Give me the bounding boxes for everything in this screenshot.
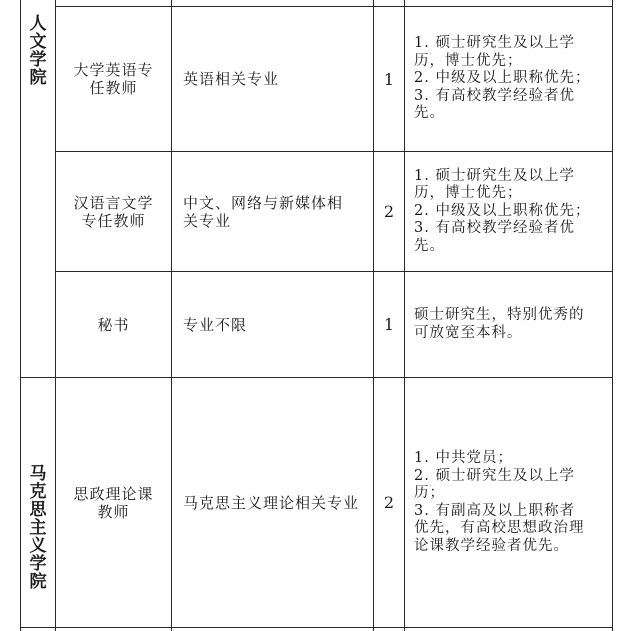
- headcount: 1: [383, 69, 395, 89]
- major-text: [183, 316, 247, 334]
- requirement-line: 优先，有高校思想政治理: [414, 520, 585, 536]
- headcount: 1: [383, 315, 395, 334]
- major-cell: [183, 7, 369, 151]
- requirement-line: 先。: [414, 105, 445, 122]
- position-line: 秘书: [97, 315, 130, 334]
- requirement-line: 2. 中级及以上职称优先；: [414, 202, 591, 219]
- major-cell: [183, 378, 369, 627]
- position-line: 教师: [97, 502, 130, 521]
- major-line: 专业不限: [183, 315, 248, 334]
- table-row: [56, 7, 171, 151]
- table-row: [56, 378, 171, 627]
- college-name: 马克思主义学院: [29, 463, 47, 592]
- requirements-cell: [414, 152, 611, 271]
- requirement-line: 先。: [414, 237, 445, 254]
- grid-vline: [171, 0, 172, 631]
- major-cell: [183, 272, 369, 377]
- requirements-text: [414, 450, 585, 555]
- requirement-line: 可放宽至本科。: [414, 324, 523, 341]
- major-text: [183, 194, 343, 230]
- requirements-text: [414, 168, 590, 256]
- college-name: 人文学院: [29, 14, 47, 88]
- position-name: [73, 485, 153, 521]
- college-cell: [21, 0, 55, 110]
- requirements-text: [414, 307, 585, 342]
- requirement-line: 3. 有高校教学经验者优: [414, 220, 575, 237]
- headcount: 2: [383, 202, 395, 221]
- major-line: 中文、网络与新媒体相: [183, 193, 344, 212]
- requirement-line: 2. 硕士研究生及以上学: [414, 467, 575, 484]
- requirement-line: 历；: [414, 485, 445, 501]
- grid-hline: [20, 627, 613, 628]
- position-line: 思政理论课: [73, 484, 154, 503]
- position-line: 汉语言文学: [73, 193, 154, 212]
- requirement-line: 3. 有副高及以上职称者: [414, 502, 575, 519]
- major-line: 关专业: [183, 211, 232, 230]
- count-cell: [374, 272, 404, 377]
- requirements-cell: [414, 378, 611, 627]
- position-name: [97, 316, 129, 334]
- requirement-line: 硕士研究生，特别优秀的: [414, 307, 585, 323]
- requirement-line: 2. 中级及以上职称优先；: [414, 70, 591, 87]
- college-cell: [21, 378, 55, 627]
- count-cell: [374, 7, 404, 151]
- requirements-cell: [414, 7, 611, 151]
- position-line: 专任教师: [81, 211, 146, 230]
- requirement-line: 1. 硕士研究生及以上学: [414, 35, 575, 52]
- requirement-line: 1. 硕士研究生及以上学: [414, 167, 575, 184]
- headcount: 2: [383, 493, 395, 512]
- requirements-cell: [414, 272, 611, 377]
- requirement-line: 3. 有高校教学经验者优: [414, 87, 575, 104]
- requirement-line: 历，博士优先；: [414, 185, 523, 202]
- major-line: 英语相关专业: [183, 70, 280, 88]
- requirement-line: 1. 中共党员；: [414, 450, 513, 466]
- requirement-line: 论课教学经验者优先。: [414, 537, 569, 554]
- major-line: 马克思主义理论相关专业: [183, 493, 360, 512]
- grid-vline: [404, 0, 405, 631]
- table-row: [56, 272, 171, 377]
- major-text: [183, 494, 359, 512]
- requirement-line: 历，博士优先；: [414, 52, 523, 69]
- count-cell: [374, 378, 404, 627]
- position-name: [73, 194, 153, 230]
- position-line: 任教师: [89, 79, 138, 97]
- major-text: [183, 70, 279, 88]
- major-cell: [183, 152, 369, 271]
- position-name: [73, 61, 153, 97]
- position-line: 大学英语专: [73, 61, 154, 79]
- requirements-text: [414, 35, 590, 123]
- table-row: [56, 152, 171, 271]
- count-cell: [374, 152, 404, 271]
- grid-vline: [612, 0, 613, 631]
